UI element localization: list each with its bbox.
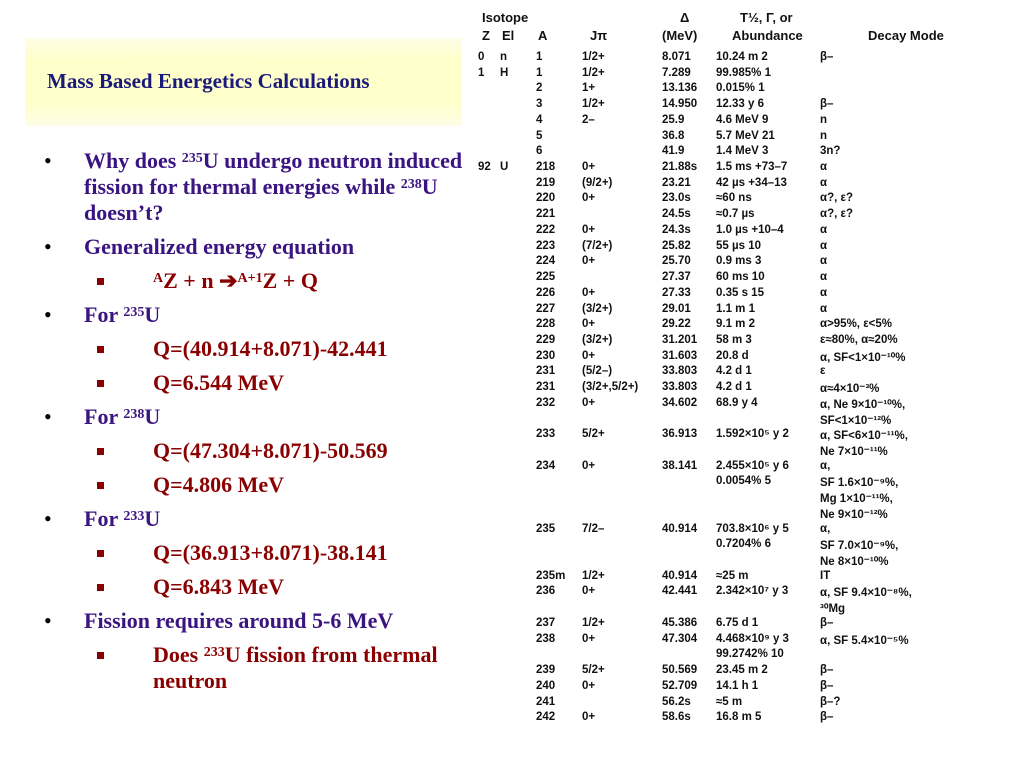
table-cell-t: ≈0.7 µs (716, 208, 755, 221)
table-cell-dm: β–? (820, 695, 841, 708)
table-cell-dm: α, SF<1×10⁻¹⁰% (820, 351, 906, 364)
bullet-text: Z + Q (262, 268, 318, 293)
sub-bullet-item (40, 370, 500, 396)
bullet-text: Does (153, 642, 204, 667)
table-cell-t: 0.0054% 5 (716, 475, 771, 488)
table-cell-t: 1.592×10⁵ y 2 (716, 428, 789, 441)
table-cell-d: 13.136 (662, 82, 698, 95)
table-cell-t: 23.45 m 2 (716, 664, 768, 677)
table-cell-jpi: 0+ (582, 349, 596, 362)
bullet-text: For (84, 404, 124, 429)
bullet-text: U (144, 404, 161, 429)
bullet-list (40, 148, 500, 702)
bullet-item (40, 608, 500, 634)
table-cell-dm: Ne 9×10⁻¹²% (820, 508, 888, 521)
table-cell-a: 4 (536, 113, 543, 126)
table-cell-jpi: 0+ (582, 632, 596, 645)
sub-bullet-item (40, 336, 500, 362)
table-cell-t: 9.1 m 2 (716, 318, 755, 331)
table-cell-d: 31.603 (662, 349, 698, 362)
table-cell-dm: ε (820, 365, 826, 378)
sub-bullet-item (40, 574, 500, 600)
table-cell-dm: β– (820, 98, 834, 111)
square-bullet-icon (97, 584, 104, 591)
bullet-text: U fission from thermal neutron (153, 642, 438, 693)
square-bullet-icon (97, 380, 104, 387)
table-cell-t: 42 µs +34–13 (716, 176, 787, 189)
table-cell-t: 1.1 m 1 (716, 302, 755, 315)
table-cell-t: 0.015% 1 (716, 82, 765, 95)
bullet-dot-icon: • (44, 234, 52, 259)
table-cell-t: 14.1 h 1 (716, 679, 759, 692)
table-cell-a: 223 (536, 239, 556, 252)
bullet-text: Q=6.544 MeV (153, 370, 285, 395)
table-cell-dm: Ne 8×10⁻¹⁰% (820, 556, 889, 569)
table-cell-t: 10.24 m 2 (716, 51, 768, 63)
table-cell-jpi: 0+ (582, 255, 596, 268)
table-cell-t: 99.985% 1 (716, 66, 771, 79)
bullet-text: Q=4.806 MeV (153, 472, 285, 497)
table-cell-dm: ³⁰Mg (820, 603, 846, 616)
bullet-text: U (144, 302, 161, 327)
table-cell-dm: Ne 7×10⁻¹¹% (820, 446, 888, 458)
table-cell-d: 50.569 (662, 664, 698, 677)
bullet-text: Q=6.843 MeV (153, 574, 285, 599)
sub-bullet-item (40, 540, 500, 566)
table-cell-d: 24.3s (662, 223, 691, 236)
table-cell-a: 242 (536, 711, 556, 724)
bullet-dot-icon: • (44, 608, 52, 633)
table-cell-a: 238 (536, 632, 556, 645)
table-cell-a: 222 (536, 223, 556, 236)
table-cell-dm: α, SF 5.4×10⁻⁵% (820, 634, 909, 647)
header-thalf: T½, Γ, or (740, 10, 793, 25)
table-cell-dm: β– (820, 679, 834, 692)
table-cell-el: H (500, 66, 509, 79)
sub-bullet-item (40, 472, 500, 498)
superscript: 238 (400, 177, 422, 192)
sub-bullet-item (40, 268, 500, 294)
table-cell-dm: β– (820, 664, 834, 677)
table-cell-jpi: 0+ (582, 223, 596, 236)
sub-bullet-item (40, 438, 500, 464)
table-cell-t: 0.7204% 6 (716, 538, 771, 551)
table-cell-a: 5 (536, 129, 543, 142)
table-cell-dm: α (820, 223, 828, 236)
table-cell-a: 230 (536, 349, 556, 362)
table-cell-a: 237 (536, 616, 556, 629)
table-cell-a: 235 (536, 522, 556, 535)
bullet-item (40, 506, 500, 532)
table-cell-d: 34.602 (662, 396, 698, 409)
bullet-text: Q=(40.914+8.071)-42.441 (153, 336, 388, 361)
table-cell-dm: α, Ne 9×10⁻¹⁰%, (820, 398, 906, 411)
table-cell-jpi: 1/2+ (582, 569, 605, 582)
table-cell-dm: α (820, 176, 828, 189)
table-cell-d: 21.88s (662, 161, 698, 174)
table-cell-t: 1.4 MeV 3 (716, 145, 769, 158)
table-cell-d: 33.803 (662, 365, 698, 378)
table-cell-a: 220 (536, 192, 556, 205)
table-cell-d: 27.37 (662, 271, 691, 284)
table-cell-dm: SF 7.0×10⁻⁹%, (820, 540, 899, 553)
table-cell-d: 23.21 (662, 176, 691, 189)
bullet-text: Fission requires around 5-6 MeV (84, 608, 394, 633)
table-cell-d: 25.9 (662, 113, 685, 126)
table-cell-a: 224 (536, 255, 556, 268)
table-cell-t: 55 µs 10 (716, 239, 761, 252)
table-cell-dm: α (820, 302, 828, 315)
bullet-dot-icon: • (44, 302, 52, 327)
table-cell-dm: IT (820, 569, 831, 582)
title-band (25, 38, 462, 126)
table-cell-t: 5.7 MeV 21 (716, 129, 775, 142)
bullet-text: For (84, 302, 124, 327)
table-cell-jpi: 1/2+ (582, 616, 605, 629)
table-cell-jpi: 0+ (582, 192, 596, 205)
table-cell-dm: α≈4×10⁻³% (820, 383, 880, 396)
bullet-text: U (144, 506, 161, 531)
table-cell-a: 231 (536, 381, 556, 394)
bullet-text: U undergo neutron induced fission for thermal energies while (84, 148, 463, 199)
table-cell-d: 31.201 (662, 333, 698, 346)
superscript: 233 (203, 645, 225, 660)
table-cell-jpi: 0+ (582, 286, 596, 299)
square-bullet-icon (97, 278, 104, 285)
table-cell-t: 58 m 3 (716, 333, 752, 346)
table-cell-d: 38.141 (662, 459, 698, 472)
header-mev: (MeV) (662, 28, 698, 43)
table-cell-jpi: (5/2–) (582, 365, 613, 378)
table-cell-a: 226 (536, 286, 556, 299)
table-cell-dm: α?, ε? (820, 192, 853, 205)
table-cell-jpi: (3/2+) (582, 302, 613, 315)
table-cell-d: 25.82 (662, 239, 691, 252)
table-cell-t: 6.75 d 1 (716, 616, 759, 629)
table-cell-t: 2.455×10⁵ y 6 (716, 459, 789, 472)
table-cell-dm: α (820, 255, 828, 268)
table-cell-dm: Mg 1×10⁻¹¹%, (820, 493, 893, 506)
table-cell-a: 231 (536, 365, 556, 378)
table-cell-a: 6 (536, 145, 543, 158)
bullet-text: U doesn’t? (84, 174, 438, 225)
table-cell-t: ≈5 m (716, 695, 743, 708)
table-cell-d: 27.33 (662, 286, 691, 299)
table-cell-d: 24.5s (662, 208, 691, 221)
table-cell-t: 68.9 y 4 (716, 396, 758, 409)
bullet-item (40, 404, 500, 430)
table-cell-jpi: 1/2+ (582, 51, 605, 63)
table-cell-t: 12.33 y 6 (716, 98, 764, 111)
table-cell-dm: β– (820, 51, 834, 63)
table-cell-z: 92 (478, 161, 491, 174)
slide-title: Mass Based Energetics Calculations (47, 69, 370, 93)
bullet-dot-icon: • (44, 506, 52, 531)
table-cell-t: ≈25 m (716, 569, 749, 582)
table-cell-a: 219 (536, 176, 556, 189)
table-cell-a: 228 (536, 318, 556, 331)
table-cell-dm: n (820, 129, 828, 142)
table-cell-dm: α, (820, 522, 831, 535)
table-cell-d: 25.70 (662, 255, 691, 268)
table-cell-a: 1 (536, 66, 543, 79)
table-cell-jpi: (9/2+) (582, 176, 613, 189)
table-cell-a: 229 (536, 333, 556, 346)
header-el: El (502, 28, 515, 43)
table-cell-d: 29.01 (662, 302, 691, 315)
square-bullet-icon (97, 346, 104, 353)
table-cell-dm: SF<1×10⁻¹²% (820, 414, 892, 427)
table-cell-t: 0.9 ms 3 (716, 255, 762, 268)
table-cell-jpi: 0+ (582, 459, 596, 472)
table-cell-t: 60 ms 10 (716, 271, 765, 284)
table-cell-t: 2.342×10⁷ y 3 (716, 585, 789, 598)
table-cell-jpi: 2– (582, 113, 595, 126)
table-cell-jpi: 0+ (582, 161, 596, 174)
table-cell-d: 40.914 (662, 569, 698, 582)
table-cell-jpi: 0+ (582, 318, 596, 331)
table-cell-dm: α>95%, ε<5% (820, 318, 892, 331)
table-cell-a: 234 (536, 459, 556, 472)
table-cell-dm: α, SF 9.4×10⁻⁸%, (820, 587, 912, 600)
table-cell-el: n (500, 51, 508, 63)
bullet-text: Z + n (163, 268, 220, 293)
header-jpi: Jπ (590, 28, 608, 43)
table-cell-dm: α (820, 271, 828, 284)
square-bullet-icon (97, 652, 104, 659)
table-cell-dm: β– (820, 616, 834, 629)
table-cell-z: 1 (478, 66, 485, 79)
table-cell-a: 235m (536, 569, 566, 582)
table-cell-t: ≈60 ns (716, 192, 752, 205)
table-cell-t: 1.0 µs +10–4 (716, 223, 784, 236)
bullet-text: Q=(47.304+8.071)-50.569 (153, 438, 388, 463)
table-cell-t: 4.2 d 1 (716, 365, 752, 378)
table-cell-t: 4.6 MeV 9 (716, 113, 769, 126)
table-cell-a: 227 (536, 302, 556, 315)
table-cell-d: 52.709 (662, 679, 698, 692)
header-a: A (538, 28, 548, 43)
table-cell-jpi: 0+ (582, 396, 596, 409)
bullet-text: For (84, 506, 124, 531)
superscript: A (153, 271, 164, 286)
bullet-text: Why does (84, 148, 182, 173)
table-cell-a: 233 (536, 428, 556, 441)
table-cell-d: 56.2s (662, 695, 691, 708)
table-cell-d: 40.914 (662, 522, 698, 535)
table-cell-dm: n (820, 113, 828, 126)
table-cell-dm: α (820, 239, 828, 252)
table-cell-a: 3 (536, 98, 543, 111)
bullet-item (40, 234, 500, 260)
table-cell-d: 8.071 (662, 51, 691, 63)
bullet-text: Generalized energy equation (84, 234, 355, 259)
table-cell-jpi: 7/2– (582, 522, 605, 535)
superscript: 235 (123, 305, 145, 320)
square-bullet-icon (97, 482, 104, 489)
table-cell-a: 218 (536, 161, 556, 174)
table-cell-dm: α (820, 286, 828, 299)
bullet-text: Q=(36.913+8.071)-38.141 (153, 540, 388, 565)
table-cell-dm: β– (820, 711, 834, 724)
table-cell-d: 14.950 (662, 98, 698, 111)
table-cell-a: 241 (536, 695, 556, 708)
header-delta: Δ (680, 10, 690, 25)
table-cell-z: 0 (478, 51, 485, 63)
table-cell-el: U (500, 161, 509, 174)
table-cell-a: 239 (536, 664, 556, 677)
header-decay-mode: Decay Mode (868, 28, 944, 43)
superscript: A+1 (237, 271, 263, 286)
superscript: 238 (123, 407, 145, 422)
table-cell-t: 0.35 s 15 (716, 286, 764, 299)
square-bullet-icon (97, 448, 104, 455)
table-cell-t: 16.8 m 5 (716, 711, 762, 724)
table-cell-dm: SF 1.6×10⁻⁹%, (820, 477, 899, 490)
table-cell-d: 33.803 (662, 381, 698, 394)
header-isotope: Isotope (482, 10, 529, 25)
table-cell-jpi: 0+ (582, 585, 596, 598)
nuclide-table (470, 8, 1024, 768)
table-cell-t: 20.8 d (716, 349, 749, 362)
square-bullet-icon (97, 550, 104, 557)
header-abundance: Abundance (732, 28, 803, 43)
superscript: 233 (123, 509, 145, 524)
table-cell-d: 23.0s (662, 192, 691, 205)
table-cell-d: 41.9 (662, 145, 685, 158)
table-cell-jpi: 5/2+ (582, 428, 605, 441)
table-cell-jpi: 0+ (582, 679, 596, 692)
table-cell-d: 45.386 (662, 616, 698, 629)
bullet-item (40, 302, 500, 328)
table-cell-d: 42.441 (662, 585, 698, 598)
table-cell-t: 1.5 ms +73–7 (716, 161, 788, 174)
table-cell-a: 221 (536, 208, 556, 221)
table-cell-a: 232 (536, 396, 556, 409)
table-cell-jpi: 0+ (582, 711, 596, 724)
table-cell-dm: 3n? (820, 145, 841, 158)
table-cell-d: 58.6s (662, 711, 691, 724)
table-cell-d: 47.304 (662, 632, 698, 645)
table-cell-dm: α (820, 161, 828, 174)
table-cell-d: 7.289 (662, 66, 691, 79)
header-z: Z (482, 28, 490, 43)
table-cell-d: 36.913 (662, 428, 698, 441)
table-cell-d: 36.8 (662, 129, 685, 142)
table-cell-jpi: 1+ (582, 82, 596, 95)
table-cell-jpi: 1/2+ (582, 66, 605, 79)
table-cell-a: 236 (536, 585, 556, 598)
table-cell-dm: ε≈80%, α≈20% (820, 333, 898, 346)
table-cell-dm: α, SF<6×10⁻¹¹%, (820, 430, 908, 443)
table-cell-dm: α?, ε? (820, 208, 853, 221)
table-cell-jpi: 1/2+ (582, 98, 605, 111)
table-cell-jpi: (7/2+) (582, 239, 613, 252)
table-cell-t: 99.2742% 10 (716, 648, 784, 661)
table-cell-jpi: (3/2+) (582, 333, 613, 346)
table-cell-jpi: 5/2+ (582, 664, 605, 677)
table-cell-jpi: (3/2+,5/2+) (582, 381, 639, 394)
bullet-item (40, 148, 500, 226)
table-cell-dm: α, (820, 459, 831, 472)
table-cell-a: 225 (536, 271, 556, 284)
sub-bullet-item (40, 642, 500, 694)
arrow-icon: ➔ (219, 268, 238, 293)
table-cell-t: 703.8×10⁶ y 5 (716, 522, 789, 535)
table-cell-t: 4.468×10⁹ y 3 (716, 632, 789, 645)
bullet-dot-icon: • (44, 404, 52, 429)
table-cell-a: 1 (536, 51, 543, 63)
table-cell-d: 29.22 (662, 318, 691, 331)
table-cell-a: 2 (536, 82, 543, 95)
bullet-dot-icon: • (44, 148, 52, 173)
table-cell-a: 240 (536, 679, 556, 692)
table-cell-t: 4.2 d 1 (716, 381, 752, 394)
superscript: 235 (181, 151, 203, 166)
